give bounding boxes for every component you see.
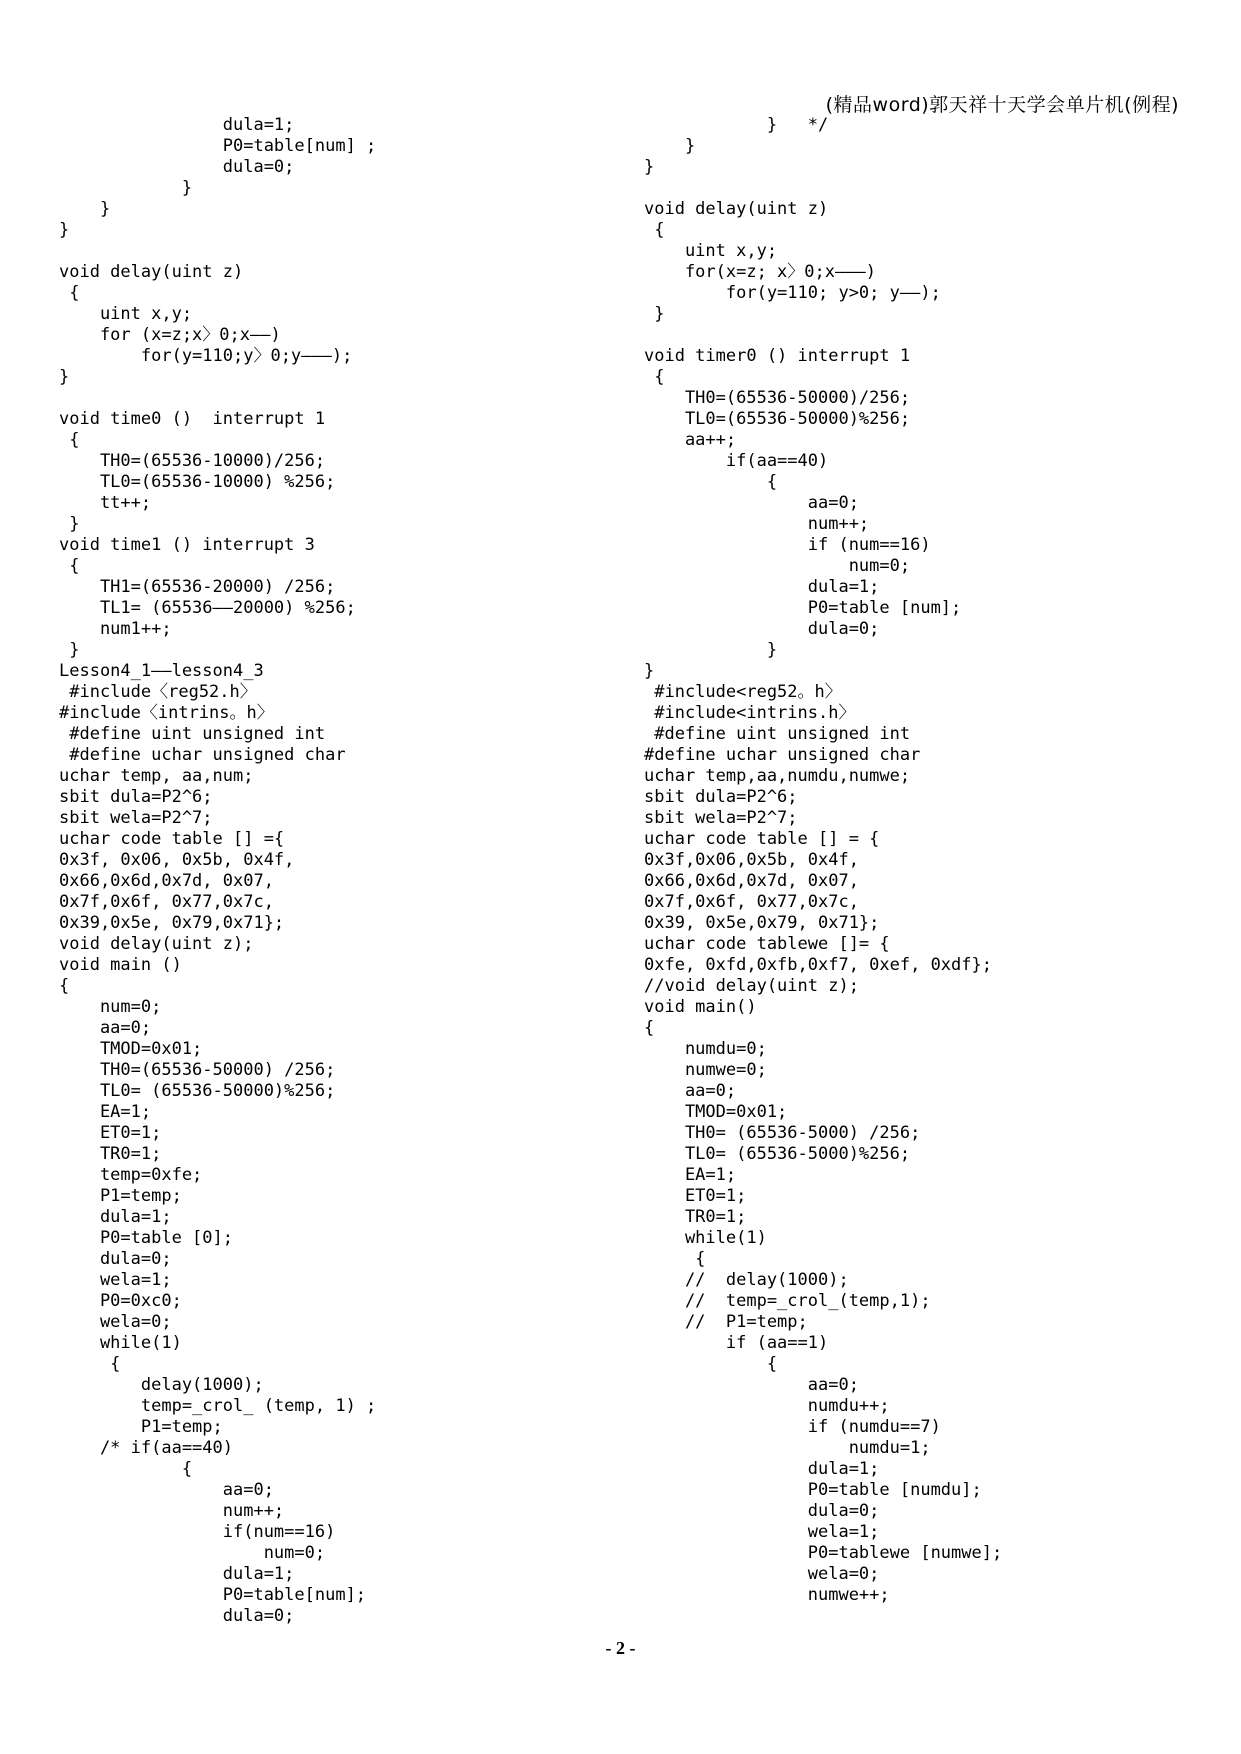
code-line: TL1= (65536——20000) %256; (59, 598, 356, 618)
code-line: #include<intrins.h〉 (644, 703, 856, 723)
code-line: numdu=0; (644, 1039, 767, 1059)
code-line: } (59, 178, 193, 198)
code-line: // P1=temp; (644, 1312, 808, 1332)
code-line: aa=0; (644, 493, 859, 513)
code-line: } (59, 640, 80, 660)
code-line: void delay(uint z) (644, 199, 829, 219)
code-line: dula=0; (59, 1606, 295, 1626)
code-line: { (59, 556, 80, 576)
code-line: void delay(uint z) (59, 262, 244, 282)
code-line: if (numdu==7) (644, 1417, 941, 1437)
code-line: P0=table [numdu]; (644, 1480, 982, 1500)
code-line: } */ (644, 115, 829, 135)
code-line: 0x39, 0x5e,0x79, 0x71}; (644, 913, 880, 933)
page-number: - 2 - (605, 1638, 636, 1658)
code-line: { (644, 1018, 655, 1038)
code-line: ET0=1; (59, 1123, 162, 1143)
code-line: P0=table[num] ; (59, 136, 377, 156)
code-line: wela=0; (644, 1564, 880, 1584)
code-line: delay(1000); (59, 1375, 264, 1395)
code-line (59, 241, 619, 262)
code-line: 0xfe, 0xfd,0xfb,0xf7, 0xef, 0xdf}; (644, 955, 992, 975)
code-line: if (aa==1) (644, 1333, 829, 1353)
code-line: } (644, 661, 655, 681)
code-line: TL0= (65536-50000)%256; (59, 1081, 336, 1101)
code-line: 0x3f, 0x06, 0x5b, 0x4f, (59, 850, 295, 870)
code-column-right (644, 115, 1204, 1606)
code-line: TH0=(65536-50000)/256; (644, 388, 911, 408)
code-line: TMOD=0x01; (644, 1102, 788, 1122)
code-line: { (59, 976, 70, 996)
code-line: uchar code table [] ={ (59, 829, 285, 849)
code-line: #define uint unsigned int (644, 724, 911, 744)
code-line (644, 178, 1204, 199)
code-line: dula=1; (59, 1564, 295, 1584)
code-line: { (59, 430, 80, 450)
code-line: dula=0; (59, 1249, 172, 1269)
code-line: } (644, 304, 665, 324)
code-line (59, 388, 619, 409)
code-line: #define uchar unsigned char (59, 745, 346, 765)
code-line: dula=1; (644, 577, 880, 597)
code-line: num=0; (59, 997, 162, 1017)
code-line: TH0=(65536-50000) /256; (59, 1060, 336, 1080)
code-line: P1=temp; (59, 1186, 182, 1206)
code-line: wela=1; (59, 1270, 172, 1290)
code-line: numwe++; (644, 1585, 890, 1605)
code-line: sbit wela=P2^7; (59, 808, 213, 828)
code-line: num=0; (644, 556, 911, 576)
code-line: temp=_crol_ (temp, 1) ; (59, 1396, 377, 1416)
code-line: num=0; (59, 1543, 326, 1563)
code-line: void main() (644, 997, 757, 1017)
code-line: while(1) (59, 1333, 182, 1353)
code-line: P0=table[num]; (59, 1585, 367, 1605)
code-line: } (59, 199, 111, 219)
code-line: while(1) (644, 1228, 767, 1248)
code-line: num1++; (59, 619, 172, 639)
code-line: { (59, 1459, 193, 1479)
code-line: dula=0; (59, 157, 295, 177)
code-line: TL0=(65536-50000)%256; (644, 409, 911, 429)
code-line: } (644, 640, 778, 660)
code-line: TL0= (65536-5000)%256; (644, 1144, 911, 1164)
code-line: } (59, 367, 70, 387)
code-line: uint x,y; (59, 304, 193, 324)
code-line: sbit wela=P2^7; (644, 808, 798, 828)
code-line: num++; (59, 1501, 285, 1521)
code-line: aa=0; (644, 1081, 737, 1101)
code-line: { (644, 220, 665, 240)
code-line: wela=0; (59, 1312, 172, 1332)
code-line: // temp=_crol_(temp,1); (644, 1291, 931, 1311)
code-line: TH1=(65536-20000) /256; (59, 577, 336, 597)
code-line: 0x7f,0x6f, 0x77,0x7c, (59, 892, 274, 912)
code-line: //void delay(uint z); (644, 976, 859, 996)
code-line: 0x39,0x5e, 0x79,0x71}; (59, 913, 285, 933)
code-line: { (59, 1354, 121, 1374)
code-line: dula=0; (644, 619, 880, 639)
code-line: void main () (59, 955, 182, 975)
code-line: P1=temp; (59, 1417, 223, 1437)
code-line: #define uchar unsigned char (644, 745, 921, 765)
code-line: void time1 () interrupt 3 (59, 535, 315, 555)
code-line: P0=table [0]; (59, 1228, 233, 1248)
code-column-left (59, 115, 619, 1627)
code-line: aa++; (644, 430, 737, 450)
code-line: 0x3f,0x06,0x5b, 0x4f, (644, 850, 859, 870)
code-line: EA=1; (644, 1165, 737, 1185)
code-line: void time0 () interrupt 1 (59, 409, 326, 429)
code-line: // delay(1000); (644, 1270, 849, 1290)
code-line: for(y=110; y>0; y——); (644, 283, 941, 303)
code-line: /* if(aa==40) (59, 1438, 233, 1458)
code-line: dula=0; (644, 1501, 880, 1521)
code-line: #include〈intrins。h〉 (59, 703, 274, 723)
code-line: P0=table [num]; (644, 598, 962, 618)
code-line: Lesson4_1——lesson4_3 (59, 661, 264, 681)
code-line: P0=tablewe [numwe]; (644, 1543, 1003, 1563)
code-line: uchar code tablewe []= { (644, 934, 890, 954)
code-line: if(num==16) (59, 1522, 336, 1542)
code-line: #include<reg52。h〉 (644, 682, 842, 702)
code-line: sbit dula=P2^6; (644, 787, 798, 807)
code-line: TR0=1; (59, 1144, 162, 1164)
code-line: P0=0xc0; (59, 1291, 182, 1311)
code-line: uchar temp, aa,num; (59, 766, 254, 786)
code-line: ET0=1; (644, 1186, 747, 1206)
code-line: for(y=110;y〉0;y———); (59, 346, 353, 366)
code-line: aa=0; (59, 1480, 274, 1500)
code-line: { (644, 367, 665, 387)
code-line: { (59, 283, 80, 303)
code-line: TL0=(65536-10000) %256; (59, 472, 336, 492)
code-line: numdu=1; (644, 1438, 931, 1458)
code-line: 0x66,0x6d,0x7d, 0x07, (644, 871, 859, 891)
code-line: } (644, 136, 696, 156)
code-line: 0x7f,0x6f, 0x77,0x7c, (644, 892, 859, 912)
code-line: if (num==16) (644, 535, 931, 555)
code-line: void delay(uint z); (59, 934, 254, 954)
code-line: if(aa==40) (644, 451, 829, 471)
code-line: TH0=(65536-10000)/256; (59, 451, 326, 471)
code-line: } (59, 514, 80, 534)
code-line: TR0=1; (644, 1207, 747, 1227)
code-line: for (x=z;x〉0;x——) (59, 325, 281, 345)
code-line: dula=1; (59, 1207, 172, 1227)
code-line: #define uint unsigned int (59, 724, 326, 744)
code-line: TMOD=0x01; (59, 1039, 203, 1059)
code-line: EA=1; (59, 1102, 152, 1122)
code-line: dula=1; (59, 115, 295, 135)
code-line: aa=0; (59, 1018, 152, 1038)
code-line: 0x66,0x6d,0x7d, 0x07, (59, 871, 274, 891)
code-line: #include〈reg52.h〉 (59, 682, 257, 702)
code-line: void timer0 () interrupt 1 (644, 346, 911, 366)
code-line: { (644, 472, 778, 492)
code-line: } (59, 220, 70, 240)
code-line: numdu++; (644, 1396, 890, 1416)
code-line: tt++; (59, 493, 152, 513)
code-line: uchar code table [] = { (644, 829, 880, 849)
page-header: (精品word)郭天祥十天学会单片机(例程) (825, 94, 1179, 116)
code-line: numwe=0; (644, 1060, 767, 1080)
code-line: sbit dula=P2^6; (59, 787, 213, 807)
code-line: aa=0; (644, 1375, 859, 1395)
code-line: for(x=z; x〉0;x———) (644, 262, 876, 282)
code-line: wela=1; (644, 1522, 880, 1542)
code-line: } (644, 157, 655, 177)
code-line: dula=1; (644, 1459, 880, 1479)
code-line: { (644, 1354, 778, 1374)
code-line: uint x,y; (644, 241, 778, 261)
code-line: temp=0xfe; (59, 1165, 203, 1185)
code-line: num++; (644, 514, 870, 534)
code-line: uchar temp,aa,numdu,numwe; (644, 766, 911, 786)
code-line: TH0= (65536-5000) /256; (644, 1123, 921, 1143)
code-line (644, 325, 1204, 346)
code-line: { (644, 1249, 706, 1269)
